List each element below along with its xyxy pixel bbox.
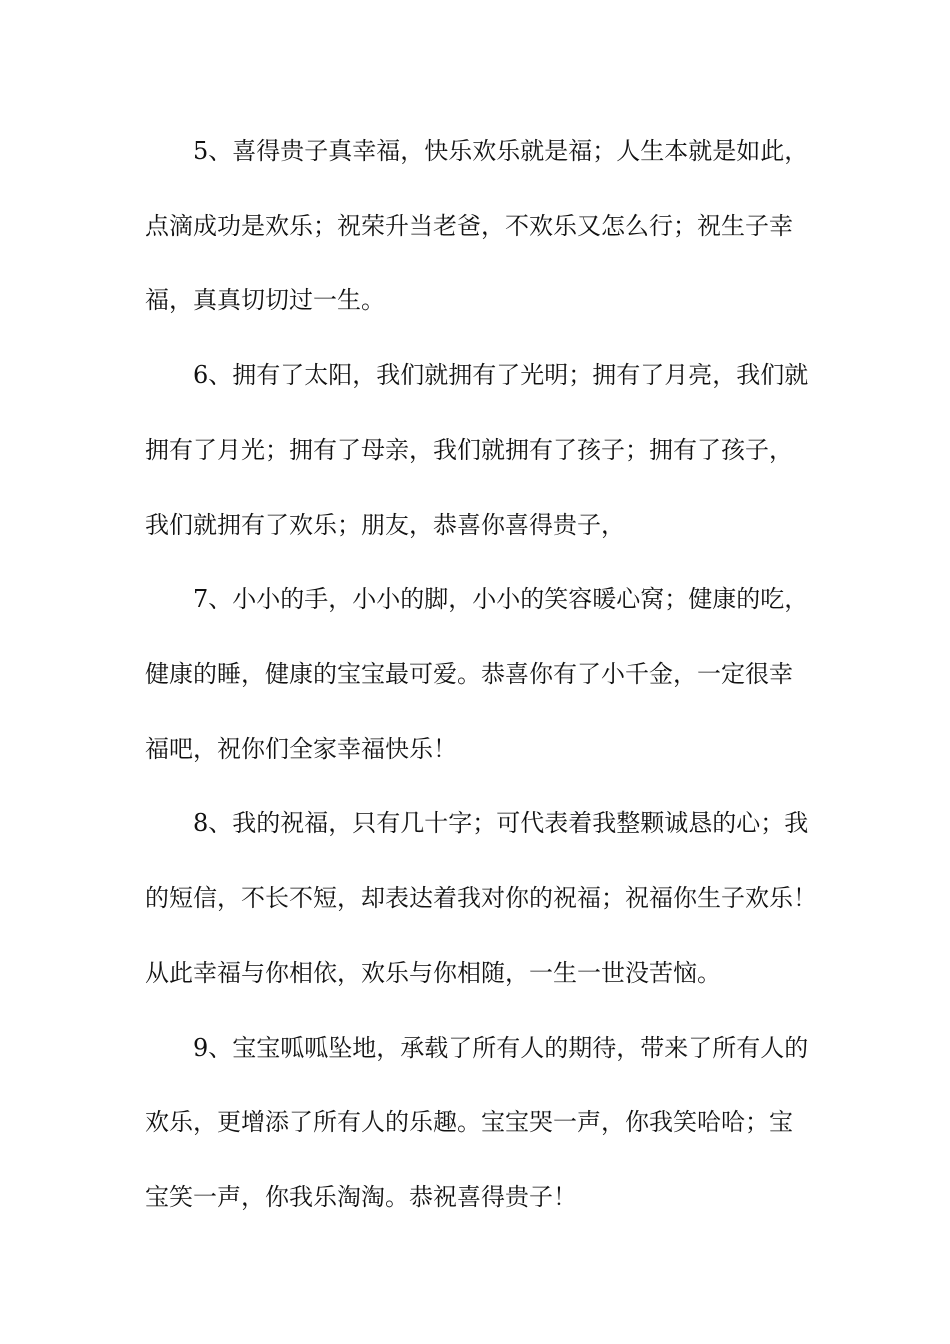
paragraph-6-line-2: 拥有了月光；拥有了母亲，我们就拥有了孩子；拥有了孩子， (145, 436, 793, 464)
paragraph-9-line-2: 欢乐，更增添了所有人的乐趣。宝宝哭一声，你我笑哈哈；宝 (145, 1108, 793, 1136)
paragraph-7-line-2: 健康的睡，健康的宝宝最可爱。恭喜你有了小千金，一定很幸 (145, 660, 793, 688)
paragraph-8-line-1: 8、我的祝福，只有几十字；可代表着我整颗诚恳的心；我 (193, 809, 809, 837)
paragraph-7-line-3: 福吧，祝你们全家幸福快乐！ (145, 735, 457, 763)
paragraph-5-line-3: 福，真真切切过一生。 (145, 286, 385, 314)
paragraph-7-line-1: 7、小小的手，小小的脚，小小的笑容暖心窝；健康的吃， (193, 585, 809, 613)
paragraph-6-line-3: 我们就拥有了欢乐；朋友，恭喜你喜得贵子， (145, 511, 625, 539)
paragraph-8-line-3: 从此幸福与你相依，欢乐与你相随，一生一世没苦恼。 (145, 959, 721, 987)
paragraph-5-line-2: 点滴成功是欢乐；祝荣升当老爸，不欢乐又怎么行；祝生子幸 (145, 212, 793, 240)
paragraph-6-line-1: 6、拥有了太阳，我们就拥有了光明；拥有了月亮，我们就 (193, 361, 809, 389)
paragraph-5-line-1: 5、喜得贵子真幸福，快乐欢乐就是福；人生本就是如此， (193, 137, 809, 165)
paragraph-9-line-1: 9、宝宝呱呱坠地，承载了所有人的期待，带来了所有人的 (193, 1034, 809, 1062)
paragraph-9-line-3: 宝笑一声，你我乐淘淘。恭祝喜得贵子！ (145, 1183, 577, 1211)
paragraph-8-line-2: 的短信，不长不短，却表达着我对你的祝福；祝福你生子欢乐！ (145, 884, 817, 912)
